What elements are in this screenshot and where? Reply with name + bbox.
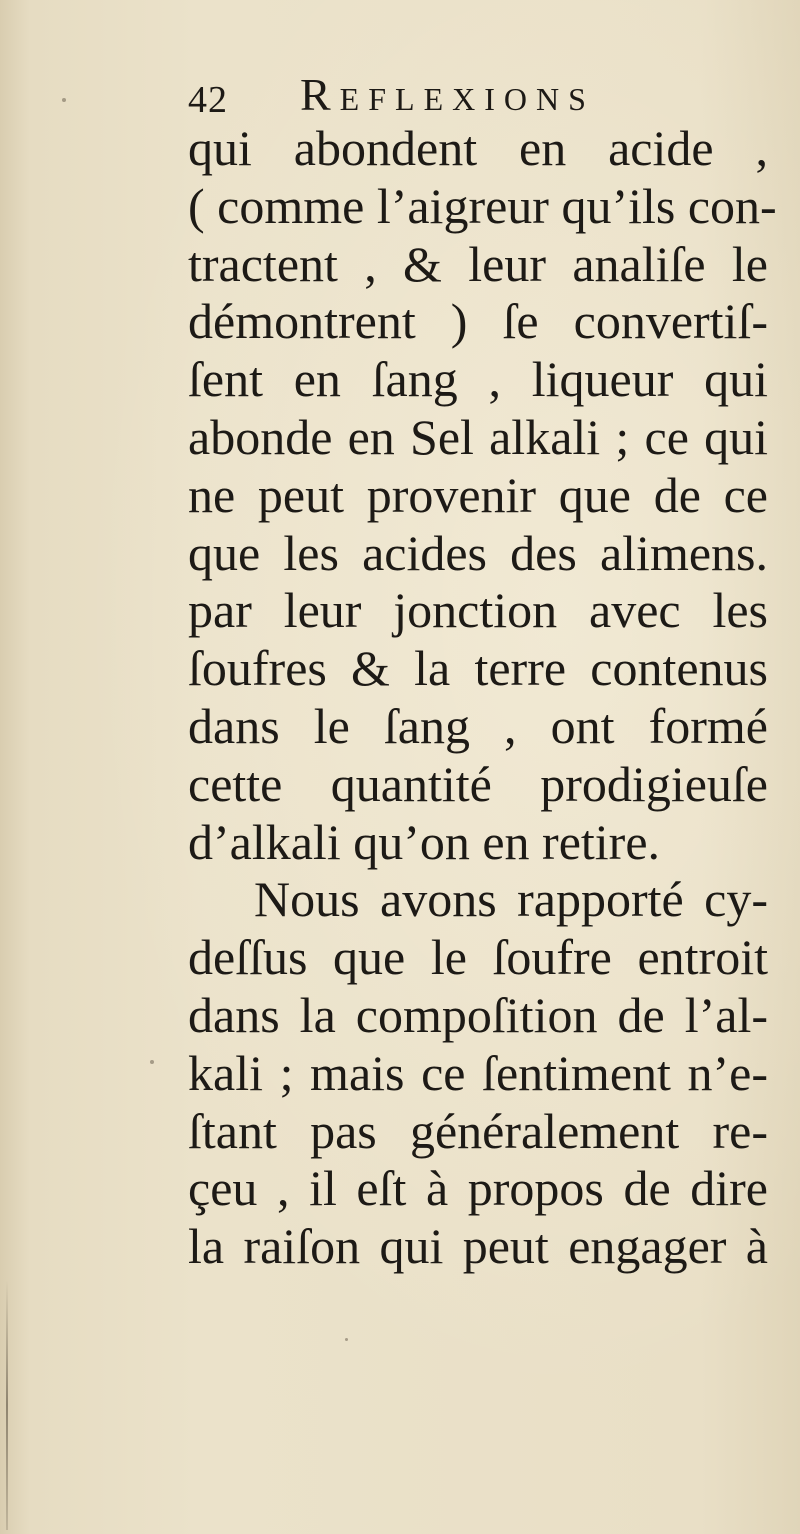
text-line: deſſus que le ſoufre entroit [188, 929, 768, 986]
text-line: dans le ſang , ont formé [188, 697, 768, 754]
text-line: ſtant pas généralement re- [188, 1102, 768, 1159]
text-line: que les acides des alimens. [188, 524, 768, 581]
text-line: démontrent ) ſe convertiſ- [188, 293, 768, 350]
text-line: d’alkali qu’on en retire. [188, 813, 661, 870]
text-line: ne peut provenir que de ce [188, 466, 768, 523]
text-line: Nous avons rapporté cy- [254, 871, 768, 928]
text-line: abonde en Sel alkali ; ce qui [188, 408, 768, 465]
text-line: kali ; mais ce ſentiment n’e- [188, 1044, 768, 1101]
body-text [188, 120, 788, 1276]
paper-speck [345, 1338, 348, 1341]
text-line: cette quantité prodigieuſe [188, 755, 768, 812]
text-line: par leur jonction avec les [188, 582, 768, 639]
text-line: ſoufres & la terre contenus [188, 640, 768, 697]
page-edge-shadow [6, 1280, 8, 1530]
text-line: dans la compoſition de l’al- [188, 986, 768, 1043]
paper-speck [150, 1060, 154, 1064]
running-head: Reflexions [300, 69, 595, 120]
text-line: ( comme l’aigreur qu’ils con- [188, 177, 777, 234]
text-line: çeu , il eſt à propos de dire [188, 1160, 768, 1217]
text-line: qui abondent en acide , [188, 120, 768, 176]
paper-speck [62, 98, 66, 102]
text-line: ſent en ſang , liqueur qui [188, 351, 768, 408]
text-line: tractent , & leur analiſe le [188, 235, 768, 292]
page-number: 42 [188, 79, 228, 121]
text-line: la raiſon qui peut engager à [188, 1218, 768, 1275]
